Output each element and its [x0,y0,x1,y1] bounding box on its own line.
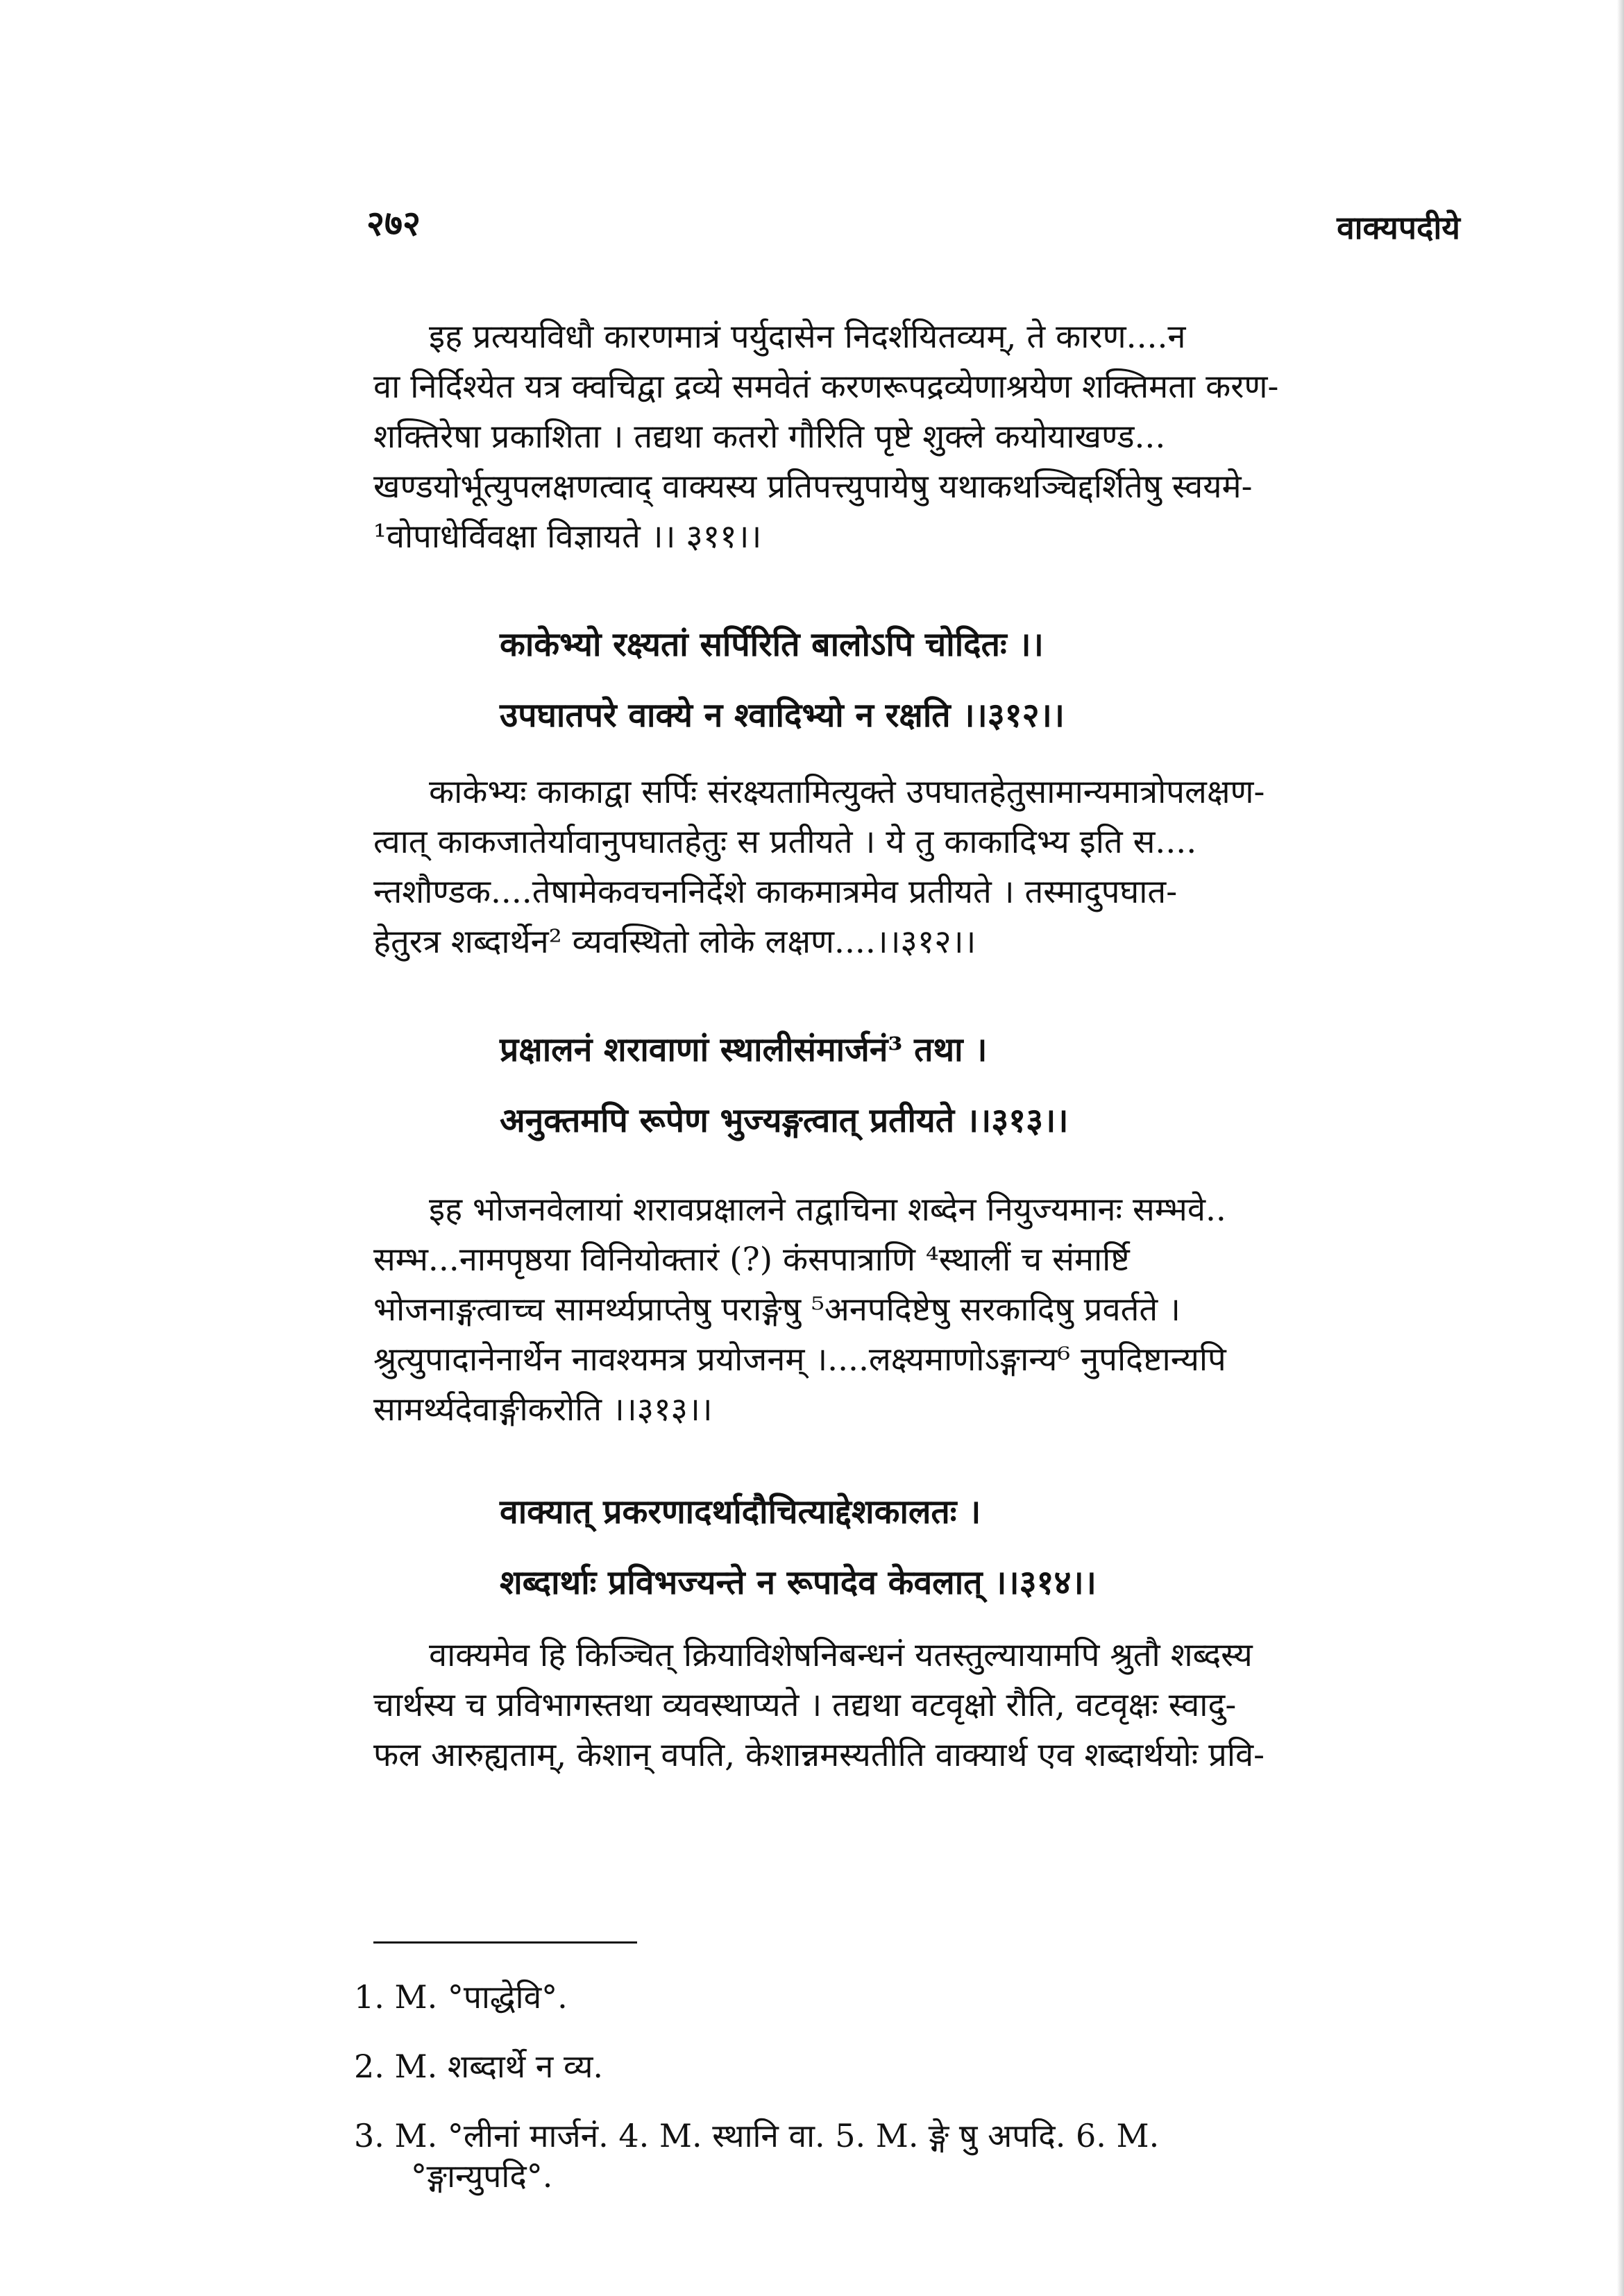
paragraph-line: न्तशौण्डक....तेषामेकवचननिर्देशे काकमात्रमेव प्रतीयते । तस्मादुपघात- [373,873,1178,911]
commentary-paragraph-314 [373,1631,1456,1780]
paragraph-line: सम्भ...नामपृष्ठया विनियोक्तारं (?) कंसपात्राणि ⁴स्थालीं च संमार्ष्टि [373,1241,1130,1279]
paragraph-line: भोजनाङ्गत्वाच्च सामर्थ्यप्राप्तेषु पराङ्गेषु ⁵अनपदिष्टेषु सरकादिषु प्रवर्तते । [373,1291,1181,1329]
verse-line: काकेभ्यो रक्ष्यतां सर्पिरिति बालोऽपि चोदितः ।। [500,625,1044,664]
verse-line: प्रक्षालनं शरावाणां स्थालीसंमार्जनं³ तथा । [500,1030,988,1069]
paragraph-line: इह प्रत्ययविधौ कारणमात्रं पर्युदासेन निदर्शयितव्यम्, ते कारण....न [429,318,1186,356]
page-edge-shadow [1617,0,1624,2296]
footnote: 1. M. °पाद्धेवि°. [354,1978,568,2016]
verse-314 [500,1477,1097,1618]
footnotes [354,1962,1159,2211]
page-number: २७२ [366,203,421,244]
paragraph-line: खण्डयोर्भूत्युपलक्षणत्वाद् वाक्यस्य प्रतिपत्त्युपायेषु यथाकथञ्चिद्दर्शितेषु स्वयमे- [373,468,1253,506]
paragraph-line: चार्थस्य च प्रविभागस्तथा व्यवस्थाप्यते । तद्यथा वटवृक्षो रौति, वटवृक्षः स्वादु- [373,1686,1237,1724]
paragraph-line: वाक्यमेव हि किञ्चित् क्रियाविशेषनिबन्धनं यतस्तुल्यायामपि श्रुतौ शब्दस्य [429,1636,1253,1674]
paragraph-line: त्वात् काकजातेर्यावानुपघातहेतुः स प्रतीयते । ये तु काकादिभ्य इति स.... [373,823,1197,861]
footnote: 2. M. शब्दार्थे न व्य. [354,2048,603,2085]
commentary-paragraph-312 [373,767,1456,967]
footnote-continuation: °ङ्गान्युपदि°. [411,2157,553,2195]
commentary-paragraph-311 [373,312,1456,562]
paragraph-line: काकेभ्यः काकाद्वा सर्पिः संरक्ष्यतामित्युक्ते उपघातहेतुसामान्यमात्रोपलक्षण- [429,773,1265,811]
verse-line: अनुक्तमपि रूपेण भुज्यङ्गत्वात् प्रतीयते ।।३१३।। [500,1101,1069,1140]
paragraph-line: फल आरुह्यताम्, केशान् वपति, केशान्नमस्यतीति वाक्यार्थ एव शब्दार्थयोः प्रवि- [373,1736,1265,1774]
paragraph-line: सामर्थ्यदेवाङ्गीकरोति ।।३१३।। [373,1391,713,1429]
verse-line: वाक्यात् प्रकरणादर्थादौचित्याद्देशकालतः । [500,1493,981,1531]
paragraph-line: हेतुरत्र शब्दार्थेन² व्यवस्थितो लोके लक्षण....।।३१२।। [373,923,976,961]
commentary-paragraph-313 [373,1185,1456,1435]
verse-line: शब्दार्थाः प्रविभज्यन्ते न रूपादेव केवलात् ।।३१४।। [500,1563,1097,1602]
paragraph-line: इह भोजनवेलायां शरावप्रक्षालने तद्वाचिना शब्देन नियुज्यमानः सम्भवे.. [429,1191,1226,1229]
verse-line: उपघातपरे वाक्ये न श्वादिभ्यो न रक्षति ।।३१२।। [500,696,1065,735]
footnote-rule [373,1941,637,1944]
paragraph-line: ¹वोपाधेर्विवक्षा विज्ञायते ।। ३११।। [373,518,762,556]
running-title: वाक्यपदीये [1337,209,1460,246]
paragraph-line: वा निर्दिश्येत यत्र क्वचिद्वा द्रव्ये समवेतं करणरूपद्रव्येणाश्रयेण शक्तिमता करण- [373,368,1279,406]
paragraph-line: शक्तिरेषा प्रकाशिता । तद्यथा कतरो गौरिति पृष्टे शुक्ले कयोयाखण्ड... [373,418,1166,456]
paragraph-line: श्रुत्युपादानेनार्थेन नावश्यमत्र प्रयोजनम् ।....लक्ष्यमाणोऽङ्गान्य⁶ नुपदिष्टान्यपि [373,1341,1226,1379]
footnote: 3. M. °लीनां मार्जनं. 4. M. स्थानि वा. 5. M. ङ्गे षु अपदि. 6. M. [354,2117,1160,2154]
verse-312 [500,609,1065,751]
verse-313 [500,1014,1069,1156]
